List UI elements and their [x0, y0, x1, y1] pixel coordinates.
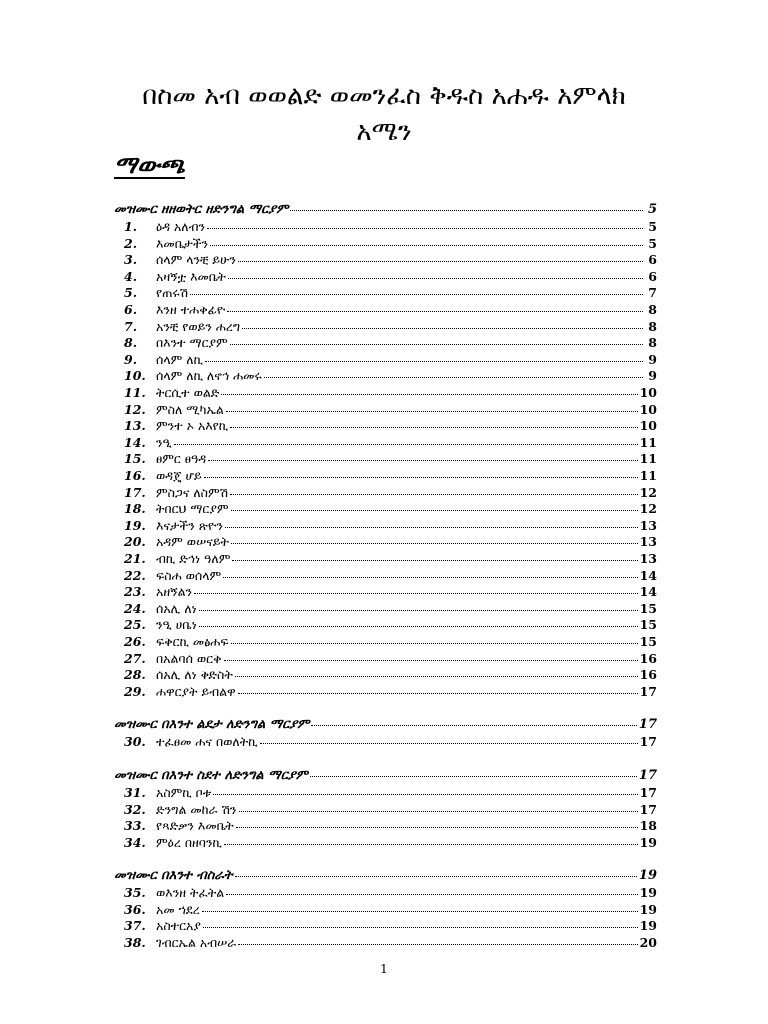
leader-dots — [221, 390, 637, 395]
toc-entry-title: ድንግል መከራ ሽን — [156, 801, 237, 817]
toc-entry-page: 6 — [648, 252, 657, 268]
leader-dots — [231, 539, 638, 544]
toc-entry — [124, 500, 657, 517]
leader-dots — [213, 790, 637, 795]
toc-entry-title: ንዒ — [156, 434, 172, 450]
toc-entry — [124, 351, 657, 368]
toc-entry-number: 19. — [124, 517, 146, 533]
toc-entry-title: አዛኝቷ እመቤት — [156, 268, 226, 284]
leader-dots — [238, 689, 638, 694]
toc-entry-title: ምስጋና ለስምሽ — [156, 484, 229, 500]
toc-entry-page: 15 — [639, 634, 657, 649]
toc-section-row — [114, 767, 657, 784]
toc-entry — [124, 517, 657, 534]
toc-entry-title: ሰአሊ ለነ ቅድስት — [156, 667, 233, 683]
leader-dots — [194, 589, 638, 594]
toc-entry-number: 7. — [124, 318, 138, 334]
toc-entry-page: 15 — [639, 617, 657, 633]
toc-entry-number: 32. — [124, 801, 146, 817]
toc-entry-number: 6. — [124, 302, 138, 317]
toc-entry-number: 1. — [124, 219, 138, 234]
leader-dots — [236, 823, 638, 828]
toc-entry-page: 10 — [639, 385, 657, 400]
toc-entry-page: 17 — [639, 734, 657, 749]
toc-entry-page: 17 — [639, 801, 657, 817]
toc-entry-page: 20 — [639, 934, 657, 950]
toc-section-row — [114, 716, 657, 733]
toc-entry — [124, 567, 657, 584]
toc-entry — [124, 318, 657, 335]
leader-dots — [204, 473, 638, 478]
toc-entry — [124, 417, 657, 434]
toc-entry-page: 17 — [639, 785, 657, 800]
toc-entry-number: 33. — [124, 818, 146, 834]
page-title — [100, 78, 668, 150]
toc-entry-number: 29. — [124, 683, 146, 699]
toc-entry-page: 10 — [639, 418, 657, 434]
leader-dots — [207, 224, 643, 229]
toc-entry — [124, 633, 657, 650]
toc-entry-page: 5 — [648, 235, 657, 251]
toc-entry — [124, 218, 657, 235]
toc-entry-number: 25. — [124, 617, 146, 633]
toc-entry — [124, 284, 657, 301]
leader-dots — [223, 573, 637, 578]
toc-entry-title: የጠሩሽ — [156, 285, 189, 301]
toc-entry-number: 17. — [124, 484, 146, 500]
leader-dots — [228, 274, 643, 279]
toc-entry-page: 14 — [639, 584, 657, 600]
leader-dots — [202, 907, 638, 912]
toc-entry-number: 35. — [124, 885, 146, 900]
toc-entry — [124, 401, 657, 418]
toc-entry — [124, 733, 657, 750]
toc-entry-title: ሰላም ለኪ — [156, 351, 203, 367]
leader-dots — [224, 840, 638, 845]
toc-entry — [124, 817, 657, 834]
toc-entry — [124, 784, 657, 801]
toc-entry-title: ሰአሊ ለነ — [156, 600, 197, 616]
toc-entry — [124, 384, 657, 401]
leader-dots — [260, 739, 638, 744]
toc-entry-page: 12 — [639, 501, 657, 517]
toc-entry-title: ፍቅርኪ መፅሐፍ — [156, 634, 229, 649]
toc-entry-title: ፀምር ፀዓዳ — [156, 451, 207, 467]
toc-entry-number: 2. — [124, 235, 138, 251]
leader-dots — [226, 890, 637, 895]
toc-entry-title: አንቺ የወይን ሐረግ — [156, 318, 241, 334]
leader-dots — [205, 357, 643, 362]
toc-entry-title: እመቤታችን — [156, 235, 209, 251]
toc-entry — [124, 901, 657, 918]
toc-entry — [124, 268, 657, 285]
page-number: 1 — [380, 962, 388, 976]
toc-entry — [124, 917, 657, 934]
toc-entry — [124, 251, 657, 268]
toc-entry-page: 11 — [639, 451, 657, 467]
leader-dots — [174, 440, 638, 445]
toc-entry-page: 7 — [648, 285, 657, 301]
toc-entry-title: ሐዋርያት ይብልዋ — [156, 683, 236, 699]
toc-entry-page: 10 — [639, 401, 657, 417]
toc-entry-title: ብኪ ድኅነ ዓለም — [156, 551, 231, 566]
toc-entry-title: ሰላም ለኪ ለኖኅ ሐመሩ — [156, 368, 262, 384]
toc-entry-title: እናታችን ጽዮን — [156, 517, 223, 533]
toc-entry-number: 16. — [124, 468, 146, 483]
leader-dots — [230, 490, 638, 495]
leader-dots — [230, 340, 643, 345]
toc-entry-page: 8 — [648, 318, 657, 334]
toc-entry-number: 9. — [124, 351, 138, 367]
toc-entry-page: 15 — [639, 600, 657, 616]
toc-entry-number: 31. — [124, 785, 146, 800]
leader-dots — [203, 923, 638, 928]
leader-dots — [190, 290, 643, 295]
toc-entry-title: ወእንዘ ትፈትል — [156, 885, 225, 900]
toc-entry-title: አስተርአያ — [156, 918, 201, 934]
toc-entry-title: በእንተ ማርያም — [156, 335, 228, 351]
toc-entry — [124, 450, 657, 467]
toc-entry — [124, 683, 657, 700]
toc-entry-number: 34. — [124, 834, 146, 850]
toc-entry-title: ፍስሐ ወሰላም — [156, 567, 222, 583]
toc-entry — [124, 301, 657, 318]
toc-section-row — [114, 867, 657, 884]
toc-entry — [124, 533, 657, 550]
toc-entry-page: 11 — [639, 468, 657, 483]
leader-dots — [264, 373, 643, 378]
toc-section-title: መዝሙር በእንተ ልደታ ለድንግል ማርያም — [114, 717, 310, 732]
toc-entry-page: 5 — [648, 219, 657, 234]
toc-section-title: መዝሙር ዘዘወትር ዘድንግል ማርያም — [114, 202, 289, 217]
toc-entry-number: 38. — [124, 934, 146, 950]
toc-entry-number: 36. — [124, 901, 146, 917]
toc-entry-page: 11 — [639, 434, 657, 450]
toc-entry — [124, 834, 657, 851]
leader-dots — [235, 872, 637, 877]
toc-entry-title: የጻድቃን እመቤት — [156, 818, 234, 834]
toc-entry-page: 9 — [648, 368, 657, 384]
toc-entry-title: ምስለ ሚካኤል — [156, 401, 224, 417]
leader-dots — [231, 639, 638, 644]
toc-entry — [124, 884, 657, 901]
title-line-1: በስመ አብ ወወልድ ወመንፈስ ቅዱስ አሐዱ አምላክ — [142, 81, 626, 111]
toc-entry — [124, 334, 657, 351]
leader-dots — [227, 307, 643, 312]
toc-entry — [124, 934, 657, 951]
leader-dots — [235, 672, 638, 677]
toc-entry-number: 14. — [124, 434, 146, 450]
toc-entry — [124, 550, 657, 567]
toc-entry-number: 5. — [124, 285, 138, 301]
toc-entry-page: 16 — [639, 650, 657, 666]
leader-dots — [230, 423, 637, 428]
toc-entry-title: ምንተ ኦ አእየኪ — [156, 418, 229, 434]
toc-entry-number: 10. — [124, 368, 146, 384]
toc-entry-title: ሰላም ላንቺ ይሁን — [156, 252, 236, 268]
toc-entry-number: 26. — [124, 634, 146, 649]
toc-section-page: 17 — [638, 717, 657, 732]
toc-section-row — [114, 201, 657, 218]
leader-dots — [232, 556, 637, 561]
toc-entry-number: 3. — [124, 252, 138, 268]
toc-section-title: መዝሙር በእንተ ስደተ ለድንግል ማርያም — [114, 768, 308, 783]
leader-dots — [239, 807, 638, 812]
toc-entry-number: 37. — [124, 918, 146, 934]
toc-entry-title: እንዘ ተሐቅፊዮ — [156, 302, 226, 317]
toc-entry-page: 19 — [639, 834, 657, 850]
toc-entry — [124, 235, 657, 252]
toc-entry-title: ትበርህ ማርያም — [156, 501, 229, 517]
toc-entry — [124, 600, 657, 617]
toc-entry — [124, 367, 657, 384]
toc-entry-number: 4. — [124, 268, 138, 284]
toc-entry-number: 15. — [124, 451, 146, 467]
toc-entry-number: 13. — [124, 418, 146, 434]
toc-entry — [124, 484, 657, 501]
toc-entry-page: 6 — [648, 268, 657, 284]
toc-entry — [124, 650, 657, 667]
toc-entry — [124, 583, 657, 600]
leader-dots — [210, 241, 643, 246]
toc-entry-page: 8 — [648, 302, 657, 317]
leader-dots — [208, 456, 637, 461]
toc-entry-number: 20. — [124, 534, 146, 550]
toc-section-page: 17 — [638, 768, 657, 783]
toc-entry-number: 23. — [124, 584, 146, 600]
leader-dots — [226, 407, 638, 412]
leader-dots — [238, 257, 643, 262]
toc-entry-number: 30. — [124, 734, 146, 749]
toc-entry-number: 22. — [124, 567, 146, 583]
toc-entry — [124, 666, 657, 683]
toc-entry-number: 12. — [124, 401, 146, 417]
toc-entry-title: ዕዳ አለብን — [156, 219, 206, 234]
toc-entry-page: 13 — [639, 534, 657, 550]
toc-entry-title: አስምኪ ቦቱ — [156, 785, 212, 800]
toc-entry-title: አዳም ወሠናይት — [156, 534, 229, 550]
leader-dots — [242, 324, 643, 329]
toc-entry-page: 13 — [639, 517, 657, 533]
toc-heading: ማውጫ — [114, 150, 185, 179]
toc-entry — [124, 801, 657, 818]
toc-entry-page: 12 — [639, 484, 657, 500]
toc-entry-title: ምዕረ በዘባንኪ — [156, 834, 222, 850]
toc-entry-title: ገብርኤል አብሠራ — [156, 934, 237, 950]
leader-dots — [224, 656, 638, 661]
toc-entry-page: 19 — [639, 885, 657, 900]
leader-dots — [238, 940, 637, 945]
toc-entry-page: 17 — [639, 683, 657, 699]
toc-entry-page: 19 — [639, 901, 657, 917]
toc-entry-page: 14 — [639, 567, 657, 583]
toc-entry-number: 27. — [124, 650, 146, 666]
toc-entry-number: 28. — [124, 667, 146, 683]
toc-entry-page: 19 — [639, 918, 657, 934]
toc-entry-page: 16 — [639, 667, 657, 683]
toc-entry-number: 24. — [124, 600, 146, 616]
toc-section-title: መዝሙር በእንተ ብስራት — [114, 868, 233, 883]
leader-dots — [290, 206, 643, 211]
toc-entry-page: 8 — [648, 335, 657, 351]
toc-entry-title: አዘኝልን — [156, 584, 193, 600]
toc-entry-title: ንዒ ሀቤነ — [156, 617, 197, 633]
leader-dots — [199, 606, 638, 611]
toc-entry-title: አመ ኀደረ — [156, 901, 200, 917]
toc-entry-number: 8. — [124, 335, 138, 351]
toc-entry-title: ተፈፀመ ሐና በወለትኪ — [156, 734, 258, 749]
leader-dots — [199, 622, 638, 627]
toc-entry — [124, 616, 657, 633]
leader-dots — [225, 523, 638, 528]
toc-entry-number: 11. — [124, 385, 146, 400]
toc-entry-title: ትርሲተ ወልድ — [156, 385, 220, 400]
toc-entry-number: 21. — [124, 551, 146, 566]
toc-entry-number: 18. — [124, 501, 146, 517]
toc-section-page: 5 — [647, 202, 657, 217]
toc-entry-page: 18 — [639, 818, 657, 834]
toc-entry — [124, 467, 657, 484]
toc-entry-title: ወዳጄ ሆይ — [156, 468, 202, 483]
toc-entry — [124, 434, 657, 451]
leader-dots — [231, 506, 638, 511]
toc-entry-page: 13 — [639, 551, 657, 566]
leader-dots — [310, 772, 637, 777]
title-line-2: አሜን — [356, 117, 412, 147]
toc-section-page: 19 — [638, 868, 657, 883]
leader-dots — [311, 721, 636, 726]
toc-entry-title: በአልባሰ ወርቅ — [156, 650, 222, 666]
toc-entry-page: 9 — [648, 351, 657, 367]
